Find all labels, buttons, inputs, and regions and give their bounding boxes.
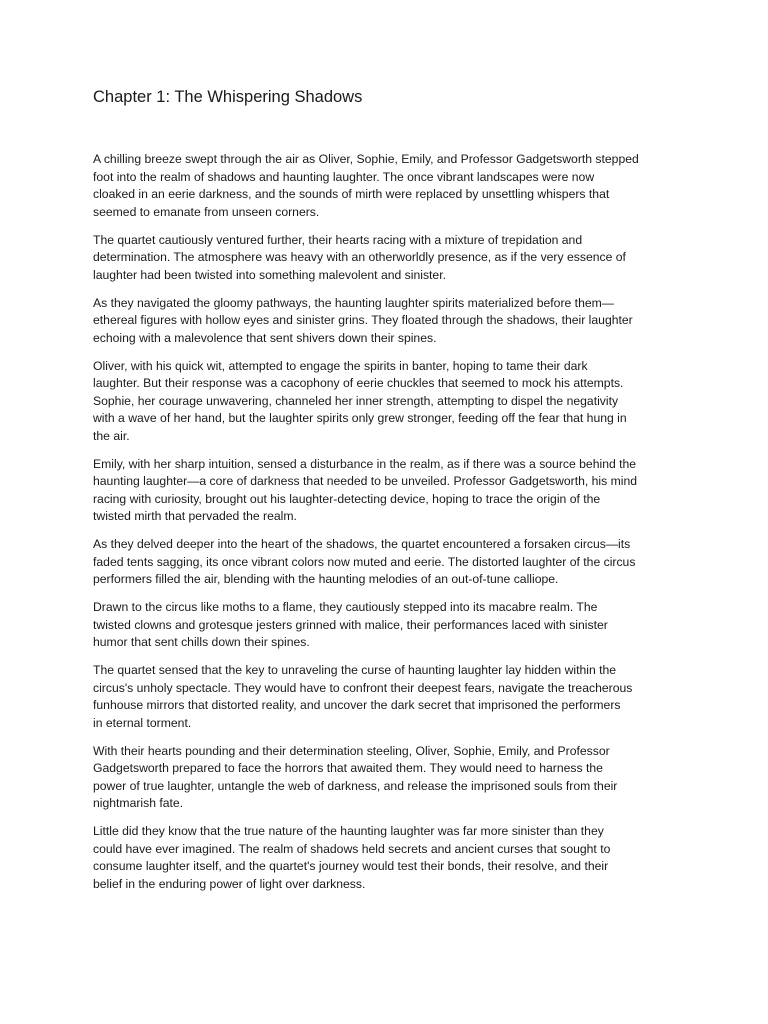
text-line: racing with curiosity, brought out his laughter-detecting device, hoping to trace the origin of the	[93, 491, 601, 506]
text-line: Oliver, with his quick wit, attempted to engage the spirits in banter, hoping to tame their dark	[93, 358, 588, 373]
text-line: haunting laughter—a core of darkness that needed to be unveiled. Professor Gadgetsworth, his mind	[93, 474, 638, 488]
paragraph	[93, 295, 693, 348]
text-line: echoing with a malevolence that sent shivers down their spines.	[93, 330, 437, 345]
text-line: Emily, with her sharp intuition, sensed a disturbance in the realm, as if there was a source behind the	[93, 456, 637, 471]
text-line: seemed to emanate from unseen corners.	[93, 204, 320, 219]
text-line: A chilling breeze swept through the air as Oliver, Sophie, Emily, and Professor Gadgetsworth stepped	[93, 152, 639, 166]
text-line: power of true laughter, untangle the web of darkness, and release the imprisoned souls from their	[93, 778, 618, 793]
text-line: The quartet sensed that the key to unraveling the curse of haunting laughter lay hidden within the	[93, 663, 617, 677]
text-line: cloaked in an eerie darkness, and the sounds of mirth were replaced by unsettling whispers that	[93, 187, 610, 201]
paragraph	[93, 151, 693, 221]
text-line: Gadgetsworth prepared to face the horrors that awaited them. They would need to harness the	[93, 761, 603, 775]
text-line: As they delved deeper into the heart of the shadows, the quartet encountered a forsaken circus—its	[93, 537, 631, 551]
text-line: The quartet cautiously ventured further, their hearts racing with a mixture of trepidation and	[93, 232, 583, 247]
paragraph	[93, 456, 693, 526]
text-line: faded tents sagging, its once vibrant colors now muted and eerie. The distorted laughter of the circus	[93, 554, 636, 569]
text-line: laughter. But their response was a cacophony of eerie chuckles that seemed to mock his attempts.	[93, 376, 624, 390]
text-line: funhouse mirrors that distorted reality, and uncover the dark secret that imprisoned the performers	[93, 698, 621, 712]
text-line: foot into the realm of shadows and haunting laughter. The once vibrant landscapes were now	[93, 169, 595, 184]
document-body	[93, 151, 693, 904]
text-line: consume laughter itself, and the quartet's journey would test their bonds, their resolve, and their	[93, 859, 609, 873]
paragraph	[93, 599, 693, 652]
text-line: humor that sent chills down their spines.	[93, 635, 310, 649]
paragraph	[93, 536, 693, 589]
text-line: nightmarish fate.	[93, 796, 184, 810]
text-line: twisted mirth that pervaded the realm.	[93, 509, 297, 523]
chapter-title: Chapter 1: The Whispering Shadows	[93, 88, 363, 106]
text-line: twisted clowns and grotesque jesters grinned with malice, their performances laced with sinister	[93, 617, 608, 632]
text-line: performers filled the air, blending with the haunting melodies of an out-of-tune calliope.	[93, 572, 559, 586]
text-line: Little did they know that the true nature of the haunting laughter was far more sinister than they	[93, 824, 604, 838]
text-line: belief in the enduring power of light over darkness.	[93, 876, 366, 891]
paragraph	[93, 358, 693, 446]
paragraph	[93, 232, 693, 285]
text-line: Drawn to the circus like moths to a flame, they cautiously stepped into its macabre realm. The	[93, 600, 598, 614]
text-line: With their hearts pounding and their determination steeling, Oliver, Sophie, Emily, and Professor	[93, 743, 610, 758]
text-line: could have ever imagined. The realm of shadows held secrets and ancient curses that sought to	[93, 841, 611, 856]
text-line: circus's unholy spectacle. They would have to confront their deepest fears, navigate the treacherous	[93, 680, 633, 695]
text-line: in eternal torment.	[93, 715, 192, 730]
paragraph	[93, 743, 693, 813]
text-line: the air.	[93, 428, 130, 443]
text-line: with a wave of her hand, but the laughter spirits only grew stronger, feeding off the fear that hung in	[93, 411, 627, 425]
text-line: ethereal figures with hollow eyes and sinister grins. They floated through the shadows, their laughter	[93, 313, 633, 327]
paragraph	[93, 823, 693, 893]
text-line: determination. The atmosphere was heavy with an otherworldly presence, as if the very essence of	[93, 250, 626, 264]
text-line: Sophie, her courage unwavering, channeled her inner strength, attempting to dispel the negativity	[93, 393, 619, 408]
paragraph	[93, 662, 693, 732]
text-line: laughter had been twisted into something malevolent and sinister.	[93, 267, 446, 282]
text-line: As they navigated the gloomy pathways, the haunting laughter spirits materialized before them—	[93, 295, 614, 310]
